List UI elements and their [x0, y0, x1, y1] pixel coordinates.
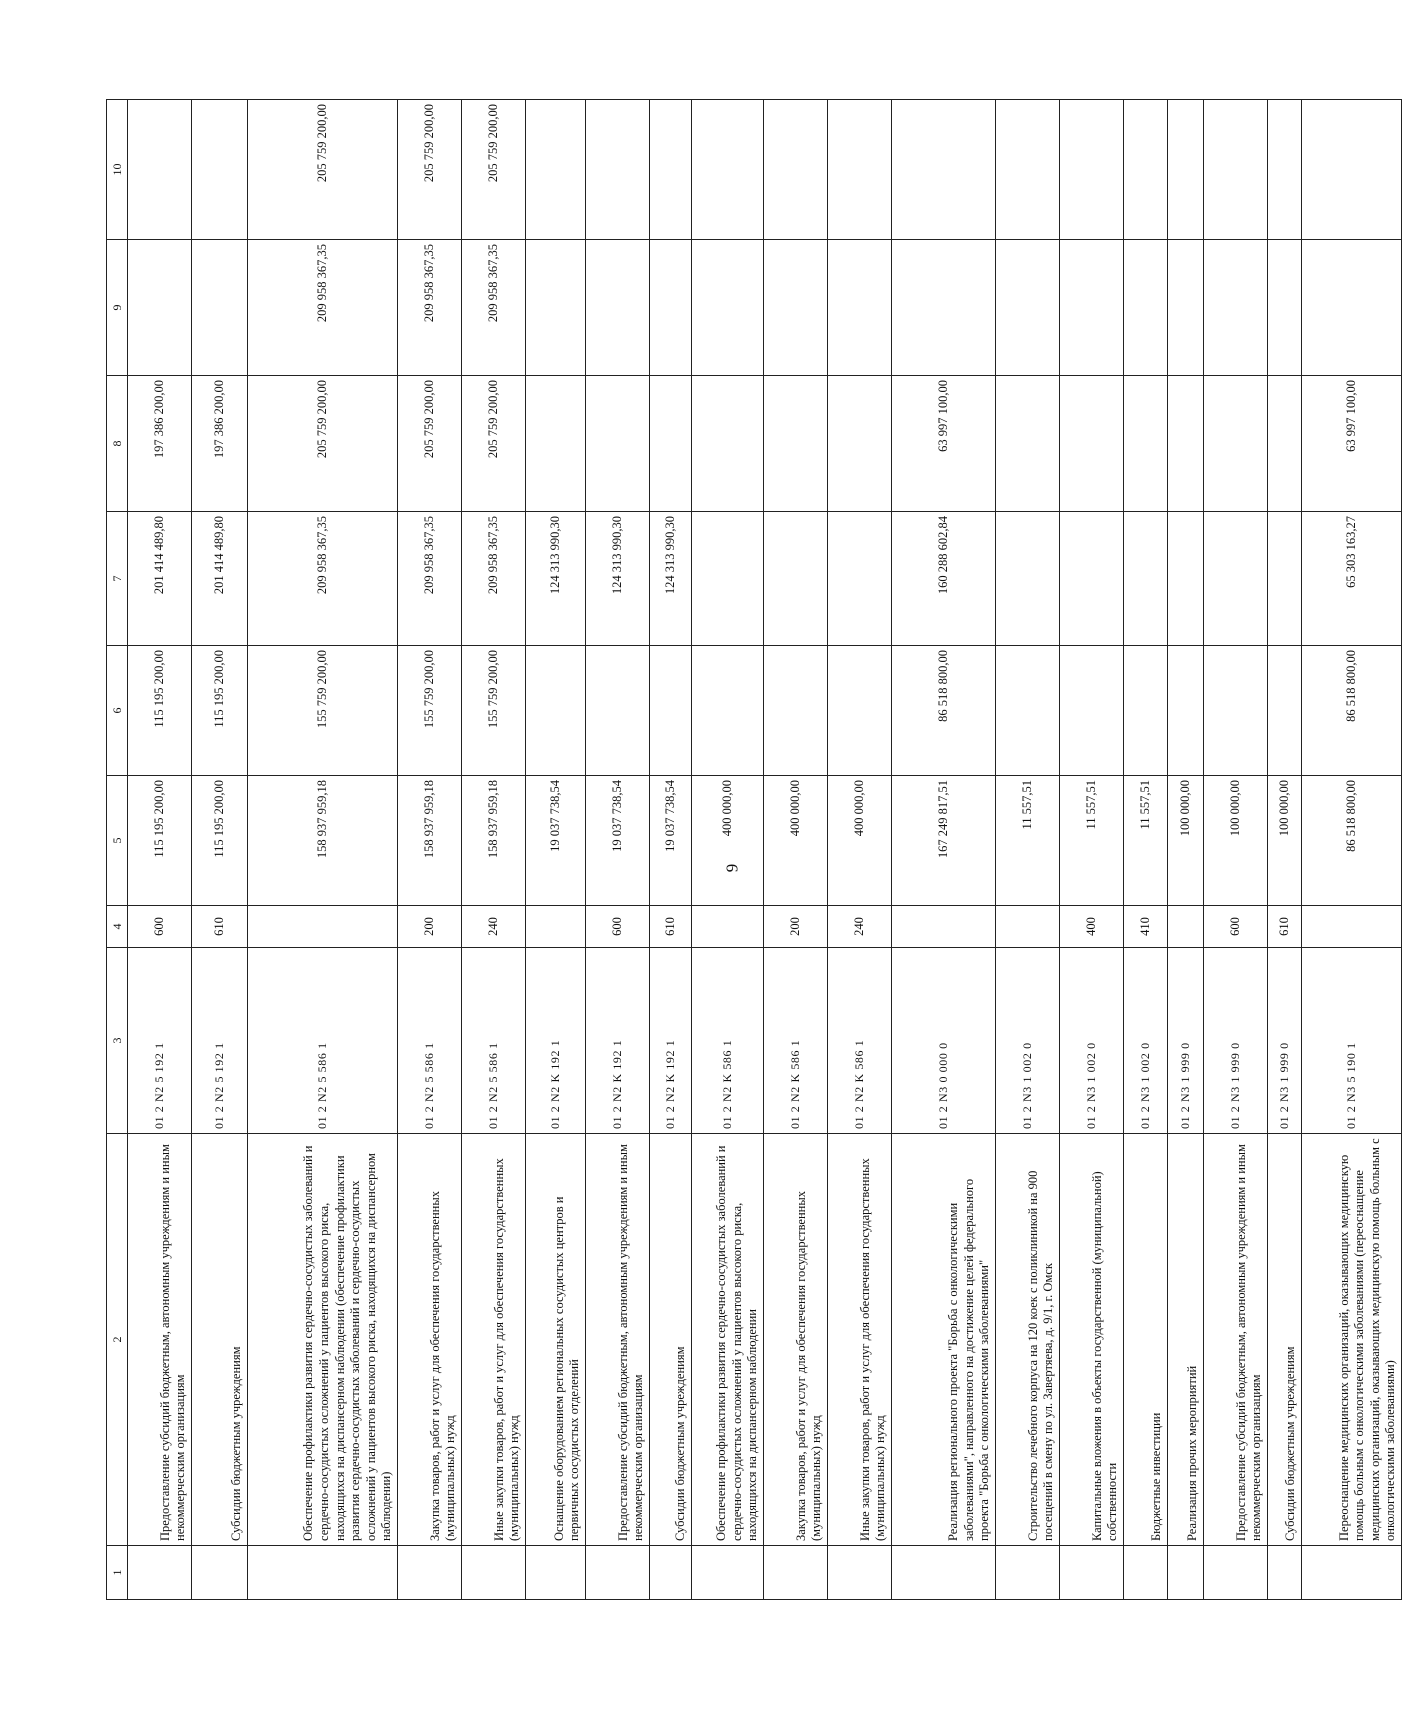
amount-col9-cell [996, 240, 1060, 376]
amount-col7-cell: 201 414 489,80 [128, 512, 192, 646]
amount-col8-cell [586, 376, 650, 512]
amount-col8-cell [1204, 376, 1268, 512]
amount-col9-cell [1204, 240, 1268, 376]
amount-col9-cell [828, 240, 892, 376]
amount-col5-cell: 400 000,00 [692, 776, 764, 906]
description-cell: Оснащение оборудованием региональных сосудистых центров и первичных сосудистых отделений [526, 1134, 586, 1546]
amount-col9-cell [526, 240, 586, 376]
target-code-cell: 01 2 N2 5 192 1 [128, 948, 192, 1134]
amount-col8-cell: 63 997 100,00 [892, 376, 996, 512]
amount-col6-cell: 115 195 200,00 [192, 646, 248, 776]
expense-type-cell [892, 906, 996, 948]
amount-col6-cell [1168, 646, 1204, 776]
table-row [692, 100, 764, 1600]
amount-col6-cell [1204, 646, 1268, 776]
amount-col7-cell: 209 958 367,35 [398, 512, 462, 646]
amount-col6-cell: 115 195 200,00 [128, 646, 192, 776]
row-number-cell [828, 1546, 892, 1600]
amount-col5-cell: 115 195 200,00 [192, 776, 248, 906]
amount-col6-cell [996, 646, 1060, 776]
amount-col7-cell [828, 512, 892, 646]
target-code-cell: 01 2 N2 5 586 1 [398, 948, 462, 1134]
table-row [892, 100, 996, 1600]
row-number-cell [1168, 1546, 1204, 1600]
header-cell: 7 [107, 512, 128, 646]
amount-col6-cell [586, 646, 650, 776]
table-row [128, 100, 192, 1600]
amount-col8-cell: 197 386 200,00 [192, 376, 248, 512]
amount-col5-cell: 100 000,00 [1168, 776, 1204, 906]
amount-col9-cell [1168, 240, 1204, 376]
amount-col7-cell: 124 313 990,30 [586, 512, 650, 646]
table-row [462, 100, 526, 1600]
amount-col6-cell: 155 759 200,00 [462, 646, 526, 776]
amount-col5-cell: 19 037 738,54 [586, 776, 650, 906]
amount-col8-cell [996, 376, 1060, 512]
amount-col7-cell: 124 313 990,30 [650, 512, 692, 646]
header-row [107, 100, 128, 1600]
amount-col6-cell [1060, 646, 1124, 776]
amount-col8-cell [526, 376, 586, 512]
amount-col7-cell [764, 512, 828, 646]
header-cell: 10 [107, 100, 128, 240]
amount-col8-cell [828, 376, 892, 512]
amount-col9-cell: 209 958 367,35 [462, 240, 526, 376]
description-cell: Реализация прочих мероприятий [1168, 1134, 1204, 1546]
expense-type-cell [1302, 906, 1402, 948]
description-cell: Предоставление субсидий бюджетным, автономным учреждениям и иным некоммерческим организациям [586, 1134, 650, 1546]
amount-col7-cell: 209 958 367,35 [462, 512, 526, 646]
amount-col7-cell [1168, 512, 1204, 646]
expense-type-cell [248, 906, 398, 948]
header-cell: 4 [107, 906, 128, 948]
header-cell: 8 [107, 376, 128, 512]
amount-col8-cell: 63 997 100,00 [1302, 376, 1402, 512]
description-cell: Иные закупки товаров, работ и услуг для обеспечения государственных (муниципальных) нужд [462, 1134, 526, 1546]
amount-col8-cell [1268, 376, 1302, 512]
row-number-cell [398, 1546, 462, 1600]
description-cell: Предоставление субсидий бюджетным, автономным учреждениям и иным некоммерческим организациям [1204, 1134, 1268, 1546]
amount-col9-cell: 209 958 367,35 [248, 240, 398, 376]
amount-col10-cell [1060, 100, 1124, 240]
target-code-cell: 01 2 N2 K 192 1 [526, 948, 586, 1134]
amount-col7-cell [1060, 512, 1124, 646]
amount-col5-cell: 167 249 817,51 [892, 776, 996, 906]
description-cell: Обеспечение профилактики развития сердечно-сосудистых заболеваний и сердечно-сосудистых осложнений у пациентов высокого риска, находящихся на диспансерном наблюдении [692, 1134, 764, 1546]
expense-type-cell: 410 [1124, 906, 1168, 948]
amount-col6-cell [828, 646, 892, 776]
amount-col10-cell [828, 100, 892, 240]
row-number-cell [248, 1546, 398, 1600]
amount-col6-cell [526, 646, 586, 776]
header-cell: 2 [107, 1134, 128, 1546]
amount-col5-cell: 100 000,00 [1268, 776, 1302, 906]
amount-col5-cell: 11 557,51 [1124, 776, 1168, 906]
table-row [1204, 100, 1268, 1600]
expense-type-cell [1168, 906, 1204, 948]
amount-col8-cell [1168, 376, 1204, 512]
amount-col5-cell: 19 037 738,54 [650, 776, 692, 906]
description-cell: Переоснащение медицинских организаций, оказывающих медицинскую помощь больным с онкологическими заболеваниями (переоснащение медицинских организаций, оказывающих медицинскую помощь больным с онкологическими заболеваниями) [1302, 1134, 1402, 1546]
expense-type-cell: 610 [192, 906, 248, 948]
description-cell: Иные закупки товаров, работ и услуг для обеспечения государственных (муниципальных) нужд [828, 1134, 892, 1546]
table-body [128, 100, 1402, 1600]
amount-col5-cell: 86 518 800,00 [1302, 776, 1402, 906]
description-cell: Субсидии бюджетным учреждениям [1268, 1134, 1302, 1546]
page-number: 9 [722, 863, 742, 873]
amount-col6-cell [1268, 646, 1302, 776]
amount-col5-cell: 11 557,51 [1060, 776, 1124, 906]
table-row [996, 100, 1060, 1600]
table-row [1060, 100, 1124, 1600]
target-code-cell: 01 2 N3 1 002 0 [1060, 948, 1124, 1134]
amount-col7-cell: 209 958 367,35 [248, 512, 398, 646]
expense-type-cell: 600 [586, 906, 650, 948]
amount-col7-cell [996, 512, 1060, 646]
amount-col10-cell [192, 100, 248, 240]
amount-col10-cell [526, 100, 586, 240]
expense-type-cell [692, 906, 764, 948]
row-number-cell [996, 1546, 1060, 1600]
amount-col5-cell: 115 195 200,00 [128, 776, 192, 906]
description-cell: Строительство лечебного корпуса на 120 коек с поликлиникой на 900 посещений в смену по ул. Завертяева, д. 9/1, г. Омск [996, 1134, 1060, 1546]
amount-col9-cell [192, 240, 248, 376]
amount-col5-cell: 100 000,00 [1204, 776, 1268, 906]
target-code-cell: 01 2 N2 K 192 1 [650, 948, 692, 1134]
amount-col9-cell [1268, 240, 1302, 376]
description-cell: Субсидии бюджетным учреждениям [192, 1134, 248, 1546]
amount-col10-cell: 205 759 200,00 [462, 100, 526, 240]
expense-type-cell: 240 [462, 906, 526, 948]
description-cell: Бюджетные инвестиции [1124, 1134, 1168, 1546]
description-cell: Предоставление субсидий бюджетным, автономным учреждениям и иным некоммерческим организациям [128, 1134, 192, 1546]
amount-col10-cell [1168, 100, 1204, 240]
amount-col5-cell: 400 000,00 [828, 776, 892, 906]
amount-col8-cell [1124, 376, 1168, 512]
amount-col7-cell: 124 313 990,30 [526, 512, 586, 646]
amount-col9-cell [586, 240, 650, 376]
amount-col9-cell [892, 240, 996, 376]
table-row [586, 100, 650, 1600]
description-cell: Обеспечение профилактики развития сердечно-сосудистых заболеваний и сердечно-сосудистых осложнений у пациентов высокого риска, находящихся на диспансерном наблюдении (обеспечение профилактики развития сердечно-сосудистых заболеваний и сердечно-сосудистых осложнений у пациентов высокого риска, находящихся на диспансерном наблюдении) [248, 1134, 398, 1546]
description-cell: Реализация регионального проекта "Борьба с онкологическими заболеваниями", направленного на достижение целей федерального проекта "Борьба с онкологическими заболеваниями" [892, 1134, 996, 1546]
row-number-cell [586, 1546, 650, 1600]
amount-col9-cell [650, 240, 692, 376]
amount-col5-cell: 19 037 738,54 [526, 776, 586, 906]
amount-col8-cell [764, 376, 828, 512]
target-code-cell: 01 2 N3 5 190 1 [1302, 948, 1402, 1134]
amount-col7-cell [692, 512, 764, 646]
expense-type-cell: 240 [828, 906, 892, 948]
expense-type-cell: 200 [398, 906, 462, 948]
amount-col7-cell: 201 414 489,80 [192, 512, 248, 646]
amount-col6-cell [1124, 646, 1168, 776]
expense-type-cell [526, 906, 586, 948]
table-row [248, 100, 398, 1600]
amount-col9-cell: 209 958 367,35 [398, 240, 462, 376]
amount-col10-cell [692, 100, 764, 240]
amount-col9-cell [1060, 240, 1124, 376]
row-number-cell [764, 1546, 828, 1600]
amount-col6-cell: 155 759 200,00 [248, 646, 398, 776]
target-code-cell: 01 2 N3 0 000 0 [892, 948, 996, 1134]
table-row [1302, 100, 1402, 1600]
amount-col9-cell [1302, 240, 1402, 376]
amount-col6-cell: 155 759 200,00 [398, 646, 462, 776]
row-number-cell [892, 1546, 996, 1600]
table-row [398, 100, 462, 1600]
row-number-cell [526, 1546, 586, 1600]
expense-type-cell: 600 [1204, 906, 1268, 948]
amount-col10-cell [586, 100, 650, 240]
amount-col7-cell [1204, 512, 1268, 646]
amount-col10-cell [1124, 100, 1168, 240]
target-code-cell: 01 2 N2 K 586 1 [692, 948, 764, 1134]
amount-col10-cell [1204, 100, 1268, 240]
table-row [650, 100, 692, 1600]
amount-col5-cell: 158 937 959,18 [398, 776, 462, 906]
expense-type-cell: 610 [1268, 906, 1302, 948]
header-cell: 1 [107, 1546, 128, 1600]
target-code-cell: 01 2 N3 1 999 0 [1268, 948, 1302, 1134]
table-row [526, 100, 586, 1600]
target-code-cell: 01 2 N2 5 192 1 [192, 948, 248, 1134]
description-cell: Субсидии бюджетным учреждениям [650, 1134, 692, 1546]
table-row [1268, 100, 1302, 1600]
expense-type-cell: 600 [128, 906, 192, 948]
target-code-cell: 01 2 N2 K 586 1 [828, 948, 892, 1134]
amount-col8-cell [650, 376, 692, 512]
row-number-cell [128, 1546, 192, 1600]
expense-type-cell: 610 [650, 906, 692, 948]
amount-col9-cell [692, 240, 764, 376]
table-row [1124, 100, 1168, 1600]
description-cell: Капитальные вложения в объекты государственной (муниципальной) собственности [1060, 1134, 1124, 1546]
row-number-cell [1204, 1546, 1268, 1600]
row-number-cell [192, 1546, 248, 1600]
rotated-page [106, 100, 1398, 1600]
description-cell: Закупка товаров, работ и услуг для обеспечения государственных (муниципальных) нужд [398, 1134, 462, 1546]
amount-col7-cell: 160 288 602,84 [892, 512, 996, 646]
row-number-cell [692, 1546, 764, 1600]
amount-col8-cell: 197 386 200,00 [128, 376, 192, 512]
target-code-cell: 01 2 N3 1 002 0 [996, 948, 1060, 1134]
amount-col5-cell: 158 937 959,18 [462, 776, 526, 906]
amount-col10-cell [764, 100, 828, 240]
table-row [1168, 100, 1204, 1600]
header-cell: 9 [107, 240, 128, 376]
target-code-cell: 01 2 N3 1 999 0 [1168, 948, 1204, 1134]
target-code-cell: 01 2 N2 K 192 1 [586, 948, 650, 1134]
amount-col10-cell [892, 100, 996, 240]
amount-col10-cell [1268, 100, 1302, 240]
header-cell: 6 [107, 646, 128, 776]
amount-col10-cell [128, 100, 192, 240]
expense-type-cell: 200 [764, 906, 828, 948]
row-number-cell [1124, 1546, 1168, 1600]
amount-col6-cell: 86 518 800,00 [892, 646, 996, 776]
target-code-cell: 01 2 N3 1 999 0 [1204, 948, 1268, 1134]
header-cell: 3 [107, 948, 128, 1134]
expense-type-cell [996, 906, 1060, 948]
amount-col10-cell [650, 100, 692, 240]
amount-col10-cell: 205 759 200,00 [248, 100, 398, 240]
amount-col7-cell [1124, 512, 1168, 646]
amount-col10-cell [996, 100, 1060, 240]
expense-type-cell: 400 [1060, 906, 1124, 948]
amount-col9-cell [128, 240, 192, 376]
amount-col9-cell [1124, 240, 1168, 376]
amount-col7-cell [1268, 512, 1302, 646]
target-code-cell: 01 2 N2 K 586 1 [764, 948, 828, 1134]
amount-col9-cell [764, 240, 828, 376]
amount-col8-cell [692, 376, 764, 512]
description-cell: Закупка товаров, работ и услуг для обеспечения государственных (муниципальных) нужд [764, 1134, 828, 1546]
target-code-cell: 01 2 N3 1 002 0 [1124, 948, 1168, 1134]
amount-col5-cell: 400 000,00 [764, 776, 828, 906]
amount-col6-cell [650, 646, 692, 776]
amount-col8-cell [1060, 376, 1124, 512]
table-row [192, 100, 248, 1600]
target-code-cell: 01 2 N2 5 586 1 [462, 948, 526, 1134]
row-number-cell [650, 1546, 692, 1600]
row-number-cell [462, 1546, 526, 1600]
row-number-cell [1268, 1546, 1302, 1600]
amount-col8-cell: 205 759 200,00 [398, 376, 462, 512]
amount-col10-cell [1302, 100, 1402, 240]
budget-table [106, 99, 1402, 1600]
amount-col7-cell: 65 303 163,27 [1302, 512, 1402, 646]
amount-col6-cell: 86 518 800,00 [1302, 646, 1402, 776]
table-row [828, 100, 892, 1600]
header-cell: 5 [107, 776, 128, 906]
row-number-cell [1302, 1546, 1402, 1600]
amount-col8-cell: 205 759 200,00 [462, 376, 526, 512]
target-code-cell: 01 2 N2 5 586 1 [248, 948, 398, 1134]
amount-col6-cell [764, 646, 828, 776]
table-row [764, 100, 828, 1600]
amount-col6-cell [692, 646, 764, 776]
row-number-cell [1060, 1546, 1124, 1600]
amount-col5-cell: 158 937 959,18 [248, 776, 398, 906]
amount-col10-cell: 205 759 200,00 [398, 100, 462, 240]
amount-col8-cell: 205 759 200,00 [248, 376, 398, 512]
amount-col5-cell: 11 557,51 [996, 776, 1060, 906]
